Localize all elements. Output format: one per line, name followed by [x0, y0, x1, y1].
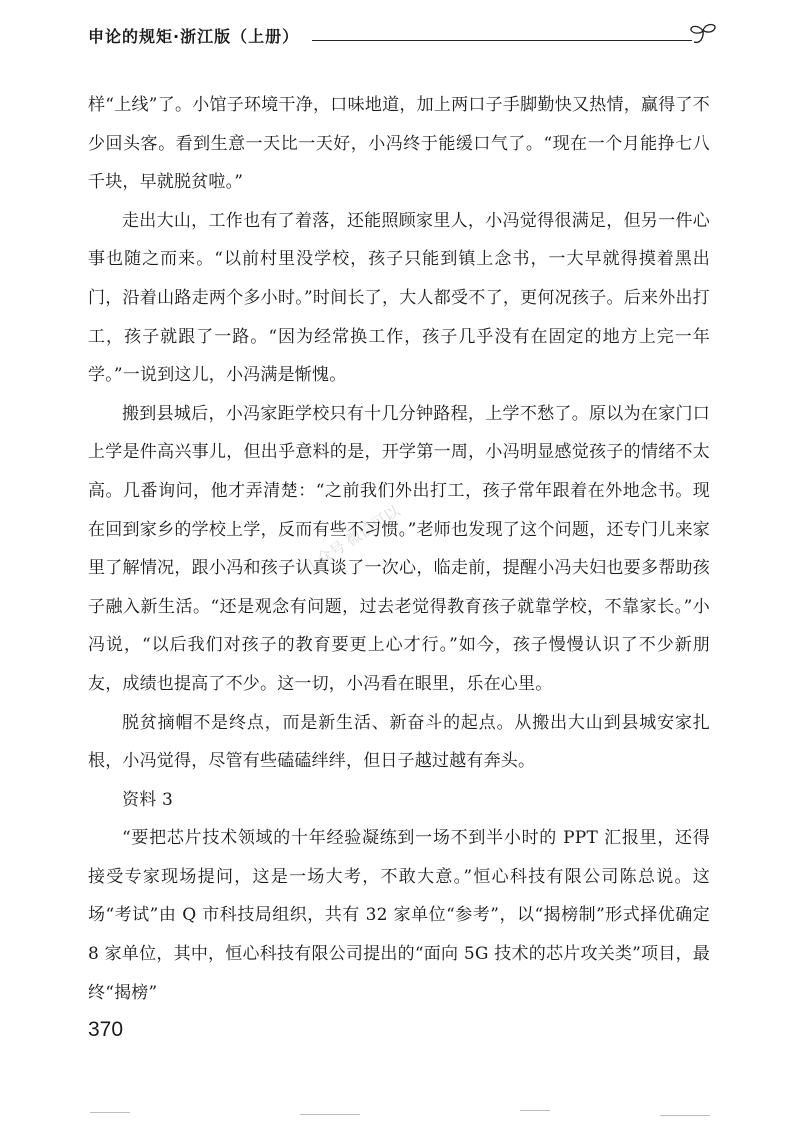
section-heading: 资料 3	[122, 789, 174, 810]
page-number: 370	[88, 1018, 124, 1041]
running-header	[88, 22, 716, 52]
scan-speck	[300, 1114, 360, 1115]
watermark: 小众号 微信可以	[301, 501, 403, 577]
header-title: 申论的规矩·浙江版（上册）	[88, 27, 300, 46]
scan-speck	[520, 1110, 550, 1111]
paragraph: 走出大山，工作也有了着落，还能照顾家里人，小冯觉得很满足，但另一件心事也随之而来。“以前村里没学校，孩子只能到镇上念书，一大早就得摸着黑出门，沿着山路走两个多小时。”时间长了，大人都受不了，更何况孩子。后来外出打工，孩子就跟了一路。“因为经常换工作，孩子几乎没有在固定的地方上完一年学。”一说到这儿，小冯满是惭愧。	[88, 210, 710, 386]
body-text	[88, 86, 710, 1012]
sprout-icon	[688, 22, 718, 48]
scan-speck	[660, 1115, 710, 1116]
paragraph: 脱贫摘帽不是终点，而是新生活、新奋斗的起点。从搬出大山到县城安家扎根，小冯觉得，尽管有些磕磕绊绊，但日子越过越有奔头。	[88, 712, 710, 772]
scan-speck	[90, 1112, 130, 1113]
paragraph: “要把芯片技术领域的十年经验凝练到一场不到半小时的 PPT 汇报里，还得接受专家现场提问，这是一场大考，不敢大意。”恒心科技有限公司陈总说。这场“考试”由 Q 市科技局组织，共有 32 家单位“参考”，以“揭榜制”形式择优确定 8 家单位，其中，恒心科技有限公司提出的“面向 5G 技术的芯片攻关类”项目，最终“揭榜”	[88, 828, 710, 1003]
paragraph: 样“上线”了。小馆子环境干净，口味地道，加上两口子手脚勤快又热情，赢得了不少回头客。看到生意一天比一天好，小冯终于能缓口气了。“现在一个月能挣七八千块，早就脱贫啦。”	[88, 95, 710, 193]
paragraph: 搬到县城后，小冯家距学校只有十几分钟路程，上学不愁了。原以为在家门口上学是件高兴事儿，但出乎意料的是，开学第一周，小冯明显感觉孩子的情绪不太高。几番询问，他才弄清楚：“之前我们外出打工，孩子常年跟着在外地念书。现在回到家乡的学校上学，反而有些不习惯。”老师也发现了这个问题，还专门儿来家里了解情况，跟小冯和孩子认真谈了一次心，临走前，提醒小冯夫妇也要多帮助孩子融入新生活。“还是观念有问题，过去老觉得教育孩子就靠学校，不靠家长。”小冯说，“以后我们对孩子的教育要更上心才行。”如今，孩子慢慢认识了不少新朋友，成绩也提高了不少。这一切，小冯看在眼里，乐在心里。	[88, 403, 710, 694]
header-rule	[312, 40, 692, 41]
